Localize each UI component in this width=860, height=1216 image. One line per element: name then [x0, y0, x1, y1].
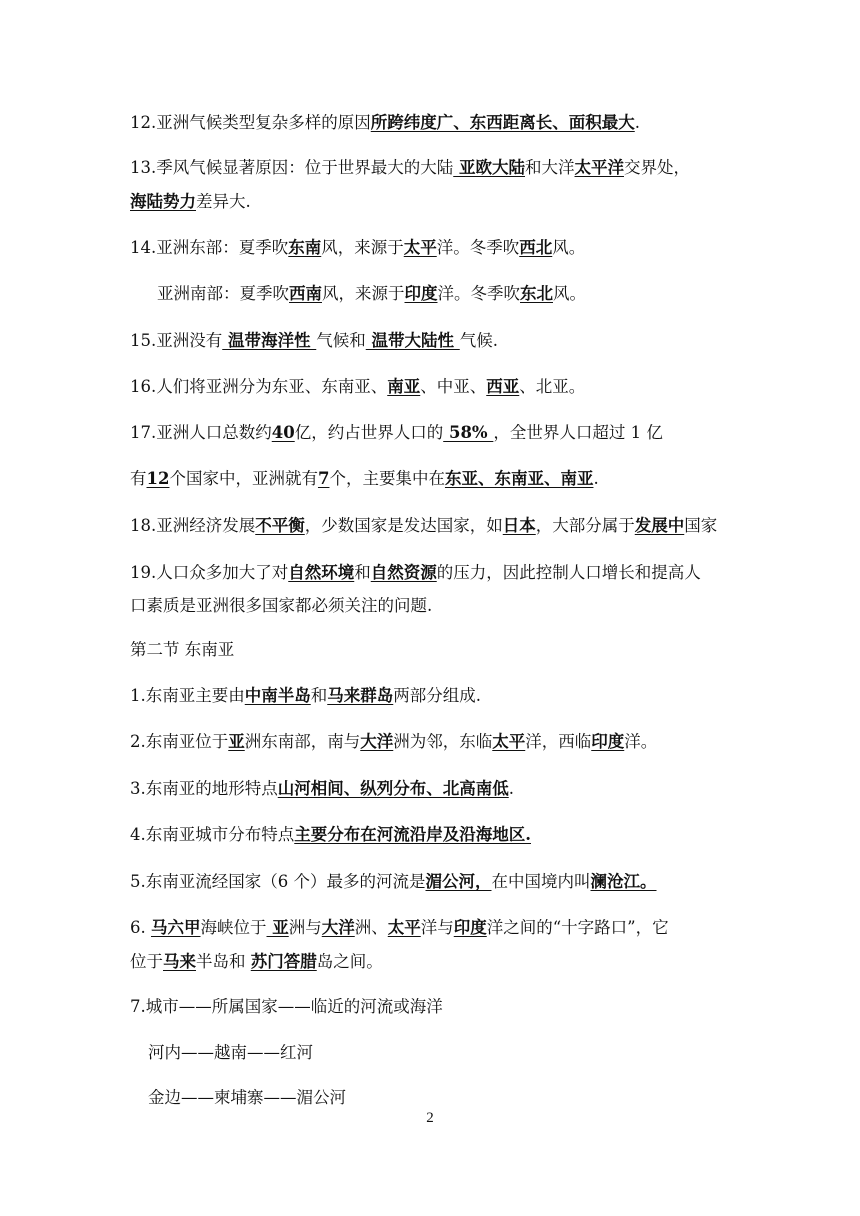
answer-text: 西北 — [519, 238, 553, 257]
text-segment: . — [593, 469, 599, 488]
answer-text: 发展中 — [634, 516, 685, 535]
text-segment: 13.季风气候显著原因：位于世界最大的大陆 — [130, 158, 454, 177]
text-segment: 洋之间的“十字路口”，它 — [486, 918, 669, 937]
answer-text: 印度 — [453, 918, 487, 937]
text-segment: 洲、 — [354, 918, 388, 937]
text-segment: 洲与 — [288, 918, 322, 937]
answer-text: 南亚 — [387, 377, 421, 396]
text-segment: 和大洋 — [525, 158, 575, 177]
answer-text: 苏门答腊 — [250, 952, 317, 971]
line-s2-2 — [130, 731, 750, 753]
answer-text: 12 — [146, 469, 170, 488]
answer-text: 马来群岛 — [327, 686, 394, 705]
text-segment: 差异大. — [196, 192, 251, 211]
answer-text: 大洋 — [360, 732, 394, 751]
answer-text: 东北 — [520, 284, 553, 303]
answer-text: 太平 — [387, 918, 421, 937]
answer-text: 大洋 — [321, 918, 355, 937]
page-number: 2 — [426, 1110, 434, 1126]
text-segment: 风。 — [553, 284, 586, 303]
line-s2-7-phnompenh — [148, 1087, 750, 1109]
text-segment: ，全世界人口超过 1 亿 — [493, 423, 663, 442]
answer-text: 日本 — [502, 516, 536, 535]
answer-text: 40 — [271, 423, 295, 442]
answer-text: 所跨纬度广、东西距离长、面积最大 — [370, 113, 635, 132]
text-segment: 4.东南亚城市分布特点 — [130, 825, 295, 844]
text-segment: 、北亚。 — [519, 377, 586, 396]
answer-text: 58% — [443, 423, 494, 442]
answer-text: 太平 — [492, 732, 526, 751]
text-segment: 洲为邻，东临 — [393, 732, 493, 751]
answer-text: 主要分布在河流沿岸及沿海地区. — [294, 825, 531, 844]
answer-text: 山河相间、纵列分布、北高南低 — [277, 779, 509, 798]
text-segment: 亿，约占世界人口的 — [294, 423, 444, 442]
line-q17 — [130, 422, 750, 444]
text-segment: 风，来源于 — [321, 238, 404, 257]
answer-text: 温带海洋性 — [222, 331, 317, 350]
line-q15 — [130, 330, 750, 352]
line-q13 — [130, 157, 750, 179]
answer-text: 西南 — [289, 284, 322, 303]
text-segment: 、中亚、 — [420, 377, 487, 396]
text-segment: 气候. — [459, 331, 498, 350]
answer-text: 中南半岛 — [244, 686, 311, 705]
text-segment: 风，来源于 — [322, 284, 405, 303]
line-q14-east — [130, 237, 750, 259]
text-segment: . — [634, 113, 640, 132]
answer-text: 自然环境 — [288, 563, 355, 582]
answer-text: 海陆势力 — [130, 192, 196, 211]
text-segment: 气候和 — [316, 331, 366, 350]
text-segment: 交界处， — [624, 158, 690, 177]
line-s2-1 — [130, 685, 750, 707]
text-segment: 1.东南亚主要由 — [130, 686, 245, 705]
text-segment: 有 — [130, 469, 147, 488]
answer-text: 不平衡 — [255, 516, 305, 535]
answer-text: 太平洋 — [574, 158, 624, 177]
text-segment: 洋。冬季吹 — [436, 238, 520, 257]
answer-text: 西亚 — [486, 377, 520, 396]
line-s2-6-cont — [130, 951, 750, 973]
section-heading — [130, 639, 750, 661]
text-segment: . — [508, 779, 514, 798]
answer-text: 7 — [317, 469, 330, 488]
answer-text: 马来 — [163, 952, 196, 971]
answer-text: 亚欧大陆 — [453, 158, 525, 177]
line-q16 — [130, 376, 750, 398]
answer-text: 亚 — [228, 732, 245, 751]
line-q18 — [130, 515, 750, 537]
line-s2-3 — [130, 778, 750, 800]
text-segment: 个国家中，亚洲就有 — [169, 469, 318, 488]
text-segment: 7.城市——所属国家——临近的河流或海洋 — [130, 997, 443, 1016]
text-segment: 口素质是亚洲很多国家都必须关注的问题. — [130, 596, 433, 615]
text-segment: 亚洲南部：夏季吹 — [157, 284, 289, 303]
text-segment: 两部分组成. — [393, 686, 481, 705]
text-segment: 17.亚洲人口总数约 — [130, 423, 272, 442]
answer-text: 湄公河， — [425, 872, 492, 891]
answer-text: 马六甲 — [151, 918, 201, 937]
line-q17-cont — [130, 468, 750, 490]
text-segment: 河内——越南——红河 — [148, 1043, 313, 1062]
text-segment: 第二节 东南亚 — [130, 640, 235, 659]
text-segment: 洋与 — [420, 918, 454, 937]
text-segment: 洋，西临 — [525, 732, 592, 751]
line-s2-7-hanoi — [148, 1042, 750, 1064]
text-segment: 在中国境内叫 — [491, 872, 591, 891]
text-segment: 国家 — [684, 516, 718, 535]
answer-text: 东亚、东南亚、南亚 — [444, 469, 594, 488]
answer-text: 印度 — [404, 284, 438, 303]
answer-text: 自然资源 — [370, 563, 437, 582]
text-segment: 2.东南亚位于 — [130, 732, 229, 751]
text-segment: 半岛和 — [196, 952, 251, 971]
text-segment: ，少数国家是发达国家，如 — [304, 516, 503, 535]
text-segment: 14.亚洲东部：夏季吹 — [130, 238, 289, 257]
text-segment: 金边——柬埔寨——湄公河 — [148, 1088, 346, 1107]
text-segment: 和 — [310, 686, 328, 705]
text-segment: 15.亚洲没有 — [130, 331, 223, 350]
answer-text: 亚 — [266, 918, 289, 937]
text-segment: 的压力，因此控制人口增长和提高人 — [436, 563, 701, 582]
text-segment: 5.东南亚流经国家（6 个）最多的河流是 — [130, 872, 426, 891]
text-segment: 岛之间。 — [316, 952, 383, 971]
text-segment: ，大部分属于 — [535, 516, 635, 535]
answer-text: 温带大陆性 — [365, 331, 460, 350]
line-q19-cont — [130, 595, 750, 617]
line-q14-south — [157, 283, 750, 305]
text-segment: 个，主要集中在 — [329, 469, 445, 488]
line-q13-cont — [130, 191, 750, 213]
answer-text: 东南 — [288, 238, 322, 257]
answer-text: 印度 — [591, 732, 625, 751]
line-q12 — [130, 112, 750, 134]
text-segment: 洋。冬季吹 — [437, 284, 520, 303]
line-s2-6 — [130, 917, 750, 939]
answer-text: 澜沧江。 — [590, 872, 657, 891]
text-segment: 12.亚洲气候类型复杂多样的原因 — [130, 113, 371, 132]
text-segment: 3.东南亚的地形特点 — [130, 779, 278, 798]
text-segment: 18.亚洲经济发展 — [130, 516, 256, 535]
text-segment: 洲东南部，南与 — [244, 732, 361, 751]
line-s2-4 — [130, 824, 750, 846]
answer-text: 太平 — [403, 238, 437, 257]
text-segment: 位于 — [130, 952, 163, 971]
text-segment: 洋。 — [624, 732, 658, 751]
text-segment: 6. — [130, 918, 151, 937]
text-segment: 风。 — [552, 238, 586, 257]
line-s2-7 — [130, 996, 750, 1018]
text-segment: 海峡位于 — [200, 918, 267, 937]
text-segment: 16.人们将亚洲分为东亚、东南亚、 — [130, 377, 388, 396]
line-q19 — [130, 562, 750, 584]
text-segment: 19.人口众多加大了对 — [130, 563, 289, 582]
line-s2-5 — [130, 871, 750, 893]
text-segment: 和 — [354, 563, 371, 582]
